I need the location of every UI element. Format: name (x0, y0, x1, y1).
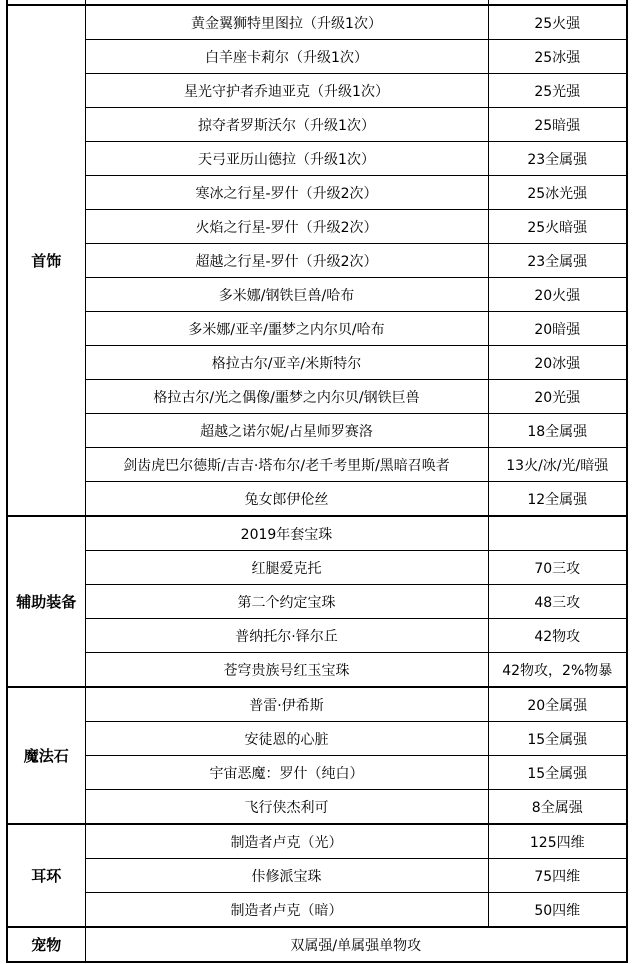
item-name-cell: 超越之行星-罗什（升级2次） (85, 244, 488, 278)
table-row (7, 516, 627, 551)
table-row (7, 346, 627, 380)
item-name-cell: 掠夺者罗斯沃尔（升级1次） (85, 108, 488, 142)
item-name-cell: 普雷·伊希斯 (85, 687, 488, 722)
equipment-table-container (6, 0, 626, 963)
item-effect-cell: 42物攻，2%物暴 (488, 653, 627, 688)
table-row (7, 653, 627, 688)
item-effect-cell: 23全属强 (488, 142, 627, 176)
item-effect-cell: 48三攻 (488, 585, 627, 619)
item-effect-cell: 23全属强 (488, 244, 627, 278)
item-effect-cell: 25暗强 (488, 108, 627, 142)
table-row (7, 551, 627, 585)
table-row (7, 278, 627, 312)
category-cell: 首饰 (7, 5, 85, 516)
merged-effect-cell: 双属强/单属强单物攻 (85, 927, 627, 962)
item-effect-cell: 20全属强 (488, 687, 627, 722)
table-row (7, 108, 627, 142)
table-row (7, 859, 627, 893)
item-name-cell: 剑齿虎巴尔德斯/吉吉·塔布尔/老千考里斯/黑暗召唤者 (85, 448, 488, 482)
item-name-cell: 宇宙恶魔：罗什（纯白） (85, 756, 488, 790)
item-name-cell: 寒冰之行星-罗什（升级2次） (85, 176, 488, 210)
item-name-cell: 格拉古尔/光之偶像/噩梦之内尔贝/钢铁巨兽 (85, 380, 488, 414)
item-effect-cell: 75四维 (488, 859, 627, 893)
item-effect-cell (488, 516, 627, 551)
item-name-cell: 2019年套宝珠 (85, 516, 488, 551)
item-name-cell: 天弓亚历山德拉（升级1次） (85, 142, 488, 176)
table-row (7, 756, 627, 790)
table-row (7, 448, 627, 482)
item-effect-cell: 25冰光强 (488, 176, 627, 210)
table-row (7, 414, 627, 448)
item-effect-cell: 42物攻 (488, 619, 627, 653)
item-effect-cell: 70三攻 (488, 551, 627, 585)
item-name-cell: 佧修派宝珠 (85, 859, 488, 893)
table-row (7, 722, 627, 756)
item-effect-cell: 25火暗强 (488, 210, 627, 244)
item-name-cell: 白羊座卡莉尔（升级1次） (85, 40, 488, 74)
table-row (7, 824, 627, 859)
item-effect-cell: 8全属强 (488, 790, 627, 825)
item-effect-cell: 15全属强 (488, 756, 627, 790)
item-effect-cell: 20火强 (488, 278, 627, 312)
item-name-cell: 飞行侠杰利可 (85, 790, 488, 825)
table-row (7, 619, 627, 653)
item-name-cell: 格拉古尔/亚辛/米斯特尔 (85, 346, 488, 380)
item-effect-cell: 50四维 (488, 893, 627, 928)
table-row (7, 74, 627, 108)
item-effect-cell: 15全属强 (488, 722, 627, 756)
category-cell: 宠物 (7, 927, 85, 962)
table-row (7, 210, 627, 244)
table-row (7, 142, 627, 176)
item-name-cell: 黄金翼狮特里图拉（升级1次） (85, 5, 488, 40)
item-effect-cell: 25冰强 (488, 40, 627, 74)
table-row (7, 927, 627, 962)
category-cell: 辅助装备 (7, 516, 85, 687)
item-effect-cell: 12全属强 (488, 482, 627, 517)
item-name-cell: 制造者卢克（暗） (85, 893, 488, 928)
table-row (7, 482, 627, 517)
table-row (7, 585, 627, 619)
item-name-cell: 超越之诺尔妮/占星师罗赛洛 (85, 414, 488, 448)
item-effect-cell: 20暗强 (488, 312, 627, 346)
item-name-cell: 普纳托尔·铎尔丘 (85, 619, 488, 653)
item-name-cell: 兔女郎伊伦丝 (85, 482, 488, 517)
table-row (7, 5, 627, 40)
table-row (7, 312, 627, 346)
item-effect-cell: 25火强 (488, 5, 627, 40)
item-name-cell: 红腿爱克托 (85, 551, 488, 585)
table-row (7, 40, 627, 74)
table-row (7, 687, 627, 722)
item-name-cell: 星光守护者乔迪亚克（升级1次） (85, 74, 488, 108)
item-effect-cell: 20冰强 (488, 346, 627, 380)
table-row (7, 893, 627, 928)
item-name-cell: 第二个约定宝珠 (85, 585, 488, 619)
item-name-cell: 安徒恩的心脏 (85, 722, 488, 756)
item-effect-cell: 20光强 (488, 380, 627, 414)
item-name-cell: 制造者卢克（光） (85, 824, 488, 859)
equipment-table (6, 0, 628, 963)
table-row (7, 176, 627, 210)
table-row (7, 380, 627, 414)
category-cell: 耳环 (7, 824, 85, 927)
item-name-cell: 苍穹贵族号红玉宝珠 (85, 653, 488, 688)
item-name-cell: 火焰之行星-罗什（升级2次） (85, 210, 488, 244)
table-row (7, 244, 627, 278)
category-cell: 魔法石 (7, 687, 85, 824)
item-effect-cell: 125四维 (488, 824, 627, 859)
table-row (7, 790, 627, 825)
item-name-cell: 多米娜/亚辛/噩梦之内尔贝/哈布 (85, 312, 488, 346)
item-effect-cell: 18全属强 (488, 414, 627, 448)
item-name-cell: 多米娜/钢铁巨兽/哈布 (85, 278, 488, 312)
item-effect-cell: 13火/冰/光/暗强 (488, 448, 627, 482)
item-effect-cell: 25光强 (488, 74, 627, 108)
